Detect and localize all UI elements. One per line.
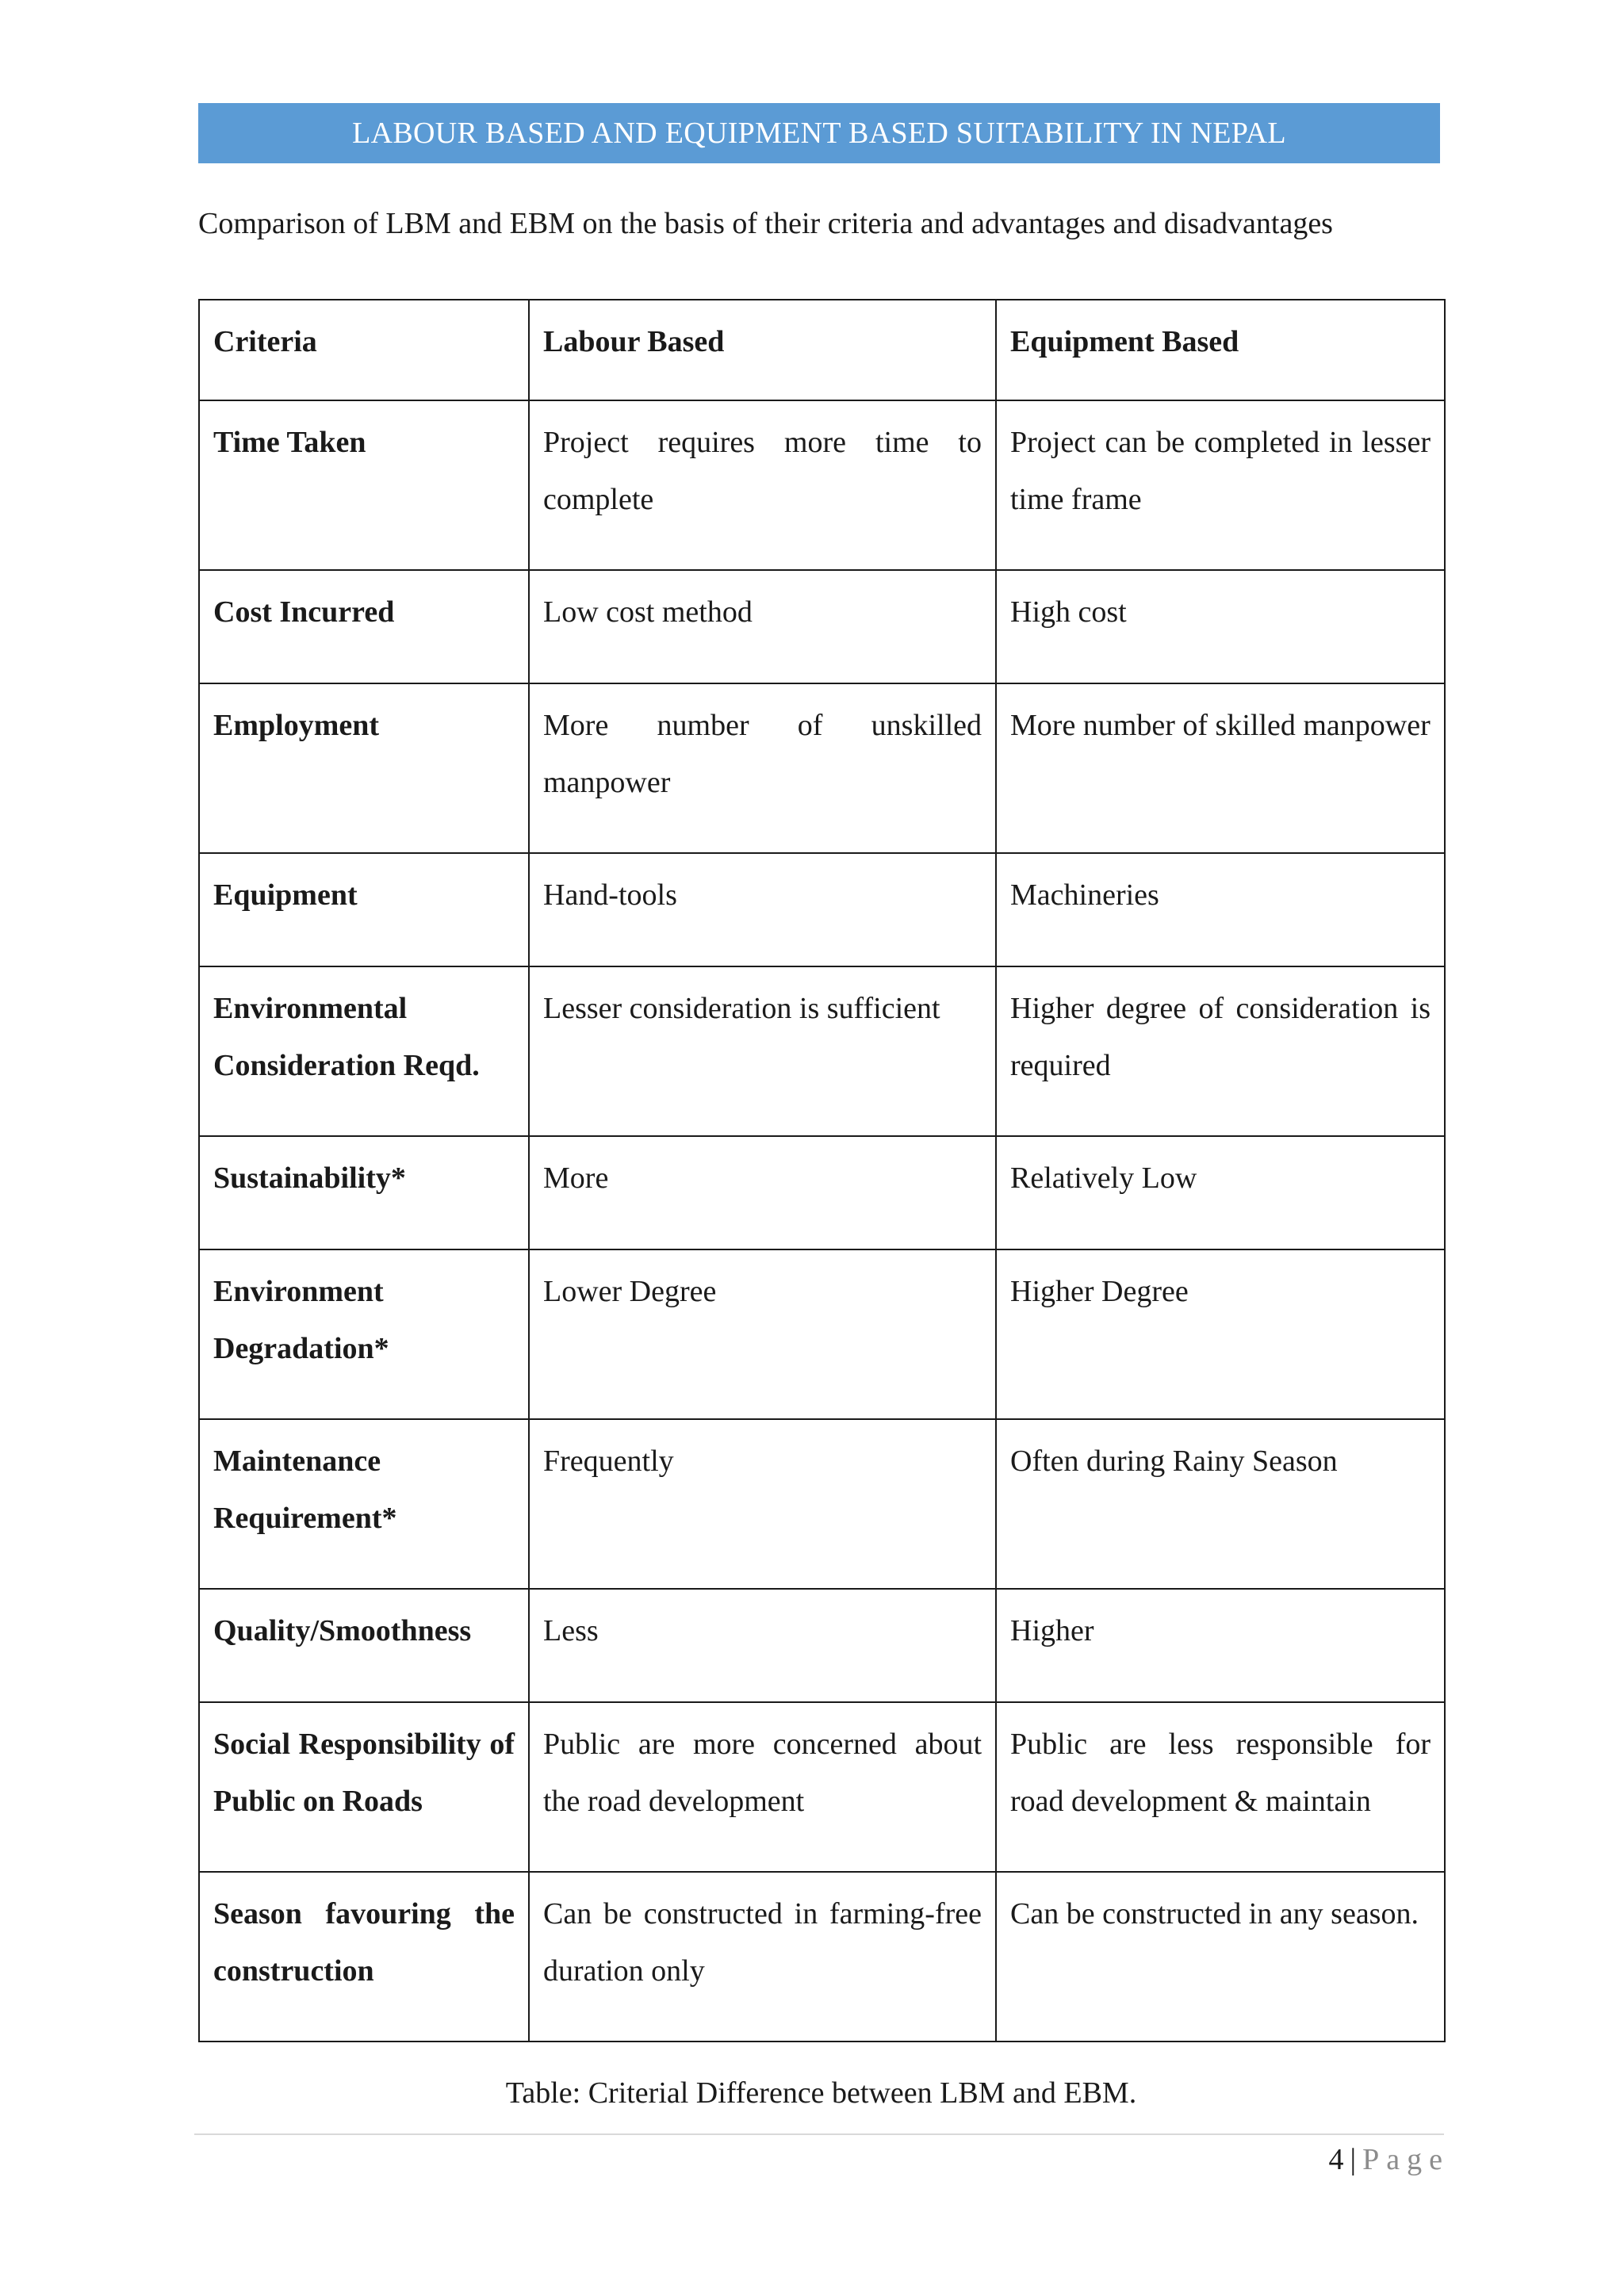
criteria-cell: Environment Degradation*: [199, 1249, 529, 1419]
criteria-cell: Employment: [199, 683, 529, 853]
labour-based-cell: Can be constructed in farming-free duration only: [529, 1872, 996, 2042]
criteria-cell: Time Taken: [199, 400, 529, 570]
page-number-separator: |: [1350, 2143, 1357, 2176]
labour-based-cell: Frequently: [529, 1419, 996, 1589]
table-row: [199, 1136, 1445, 1249]
column-header-criteria: Criteria: [199, 300, 529, 400]
page-number-value: 4: [1328, 2143, 1344, 2176]
labour-based-cell: Public are more concerned about the road development: [529, 1702, 996, 1872]
equipment-based-cell: Can be constructed in any season.: [996, 1872, 1445, 2042]
table-row: [199, 1589, 1445, 1702]
table-row: [199, 683, 1445, 853]
equipment-based-cell: Machineries: [996, 853, 1445, 966]
equipment-based-cell: Project can be completed in lesser time frame: [996, 400, 1445, 570]
page-number: [1329, 2136, 1450, 2183]
equipment-based-cell: Higher degree of consideration is required: [996, 966, 1445, 1136]
table-row: [199, 1872, 1445, 2042]
labour-based-cell: Lesser consideration is sufficient: [529, 966, 996, 1136]
criteria-cell: Maintenance Requirement*: [199, 1419, 529, 1589]
criteria-cell: Equipment: [199, 853, 529, 966]
labour-based-cell: Low cost method: [529, 570, 996, 683]
equipment-based-cell: High cost: [996, 570, 1445, 683]
equipment-based-cell: Higher Degree: [996, 1249, 1445, 1419]
labour-based-cell: Lower Degree: [529, 1249, 996, 1419]
table-row: [199, 966, 1445, 1136]
table-caption: Table: Criterial Difference between LBM and EBM.: [505, 2076, 1137, 2110]
footer-divider: [194, 2133, 1444, 2135]
criteria-cell: Environmental Consideration Reqd.: [199, 966, 529, 1136]
table-row: [199, 853, 1445, 966]
labour-based-cell: More number of unskilled manpower: [529, 683, 996, 853]
table-row: [199, 1249, 1445, 1419]
header-banner: LABOUR BASED AND EQUIPMENT BASED SUITABILITY IN NEPAL: [198, 103, 1440, 163]
criteria-cell: Social Responsibility of Public on Roads: [199, 1702, 529, 1872]
labour-based-cell: More: [529, 1136, 996, 1249]
column-header-equipment-based: Equipment Based: [996, 300, 1445, 400]
equipment-based-cell: Public are less responsible for road development & maintain: [996, 1702, 1445, 1872]
criteria-cell: Season favouring the construction: [199, 1872, 529, 2042]
table-row: [199, 1419, 1445, 1589]
labour-based-cell: Less: [529, 1589, 996, 1702]
criteria-cell: Cost Incurred: [199, 570, 529, 683]
labour-based-cell: Project requires more time to complete: [529, 400, 996, 570]
equipment-based-cell: More number of skilled manpower: [996, 683, 1445, 853]
equipment-based-cell: Higher: [996, 1589, 1445, 1702]
column-header-labour-based: Labour Based: [529, 300, 996, 400]
criteria-cell: Quality/Smoothness: [199, 1589, 529, 1702]
table-header-row: [199, 300, 1445, 400]
labour-based-cell: Hand-tools: [529, 853, 996, 966]
table-row: [199, 1702, 1445, 1872]
intro-text: Comparison of LBM and EBM on the basis of their criteria and advantages and disadvantages: [198, 207, 1333, 240]
equipment-based-cell: Relatively Low: [996, 1136, 1445, 1249]
equipment-based-cell: Often during Rainy Season: [996, 1419, 1445, 1589]
table-row: [199, 570, 1445, 683]
comparison-table: [198, 299, 1446, 2042]
criteria-cell: Sustainability*: [199, 1136, 529, 1249]
page-word: Page: [1362, 2143, 1450, 2176]
table-row: [199, 400, 1445, 570]
